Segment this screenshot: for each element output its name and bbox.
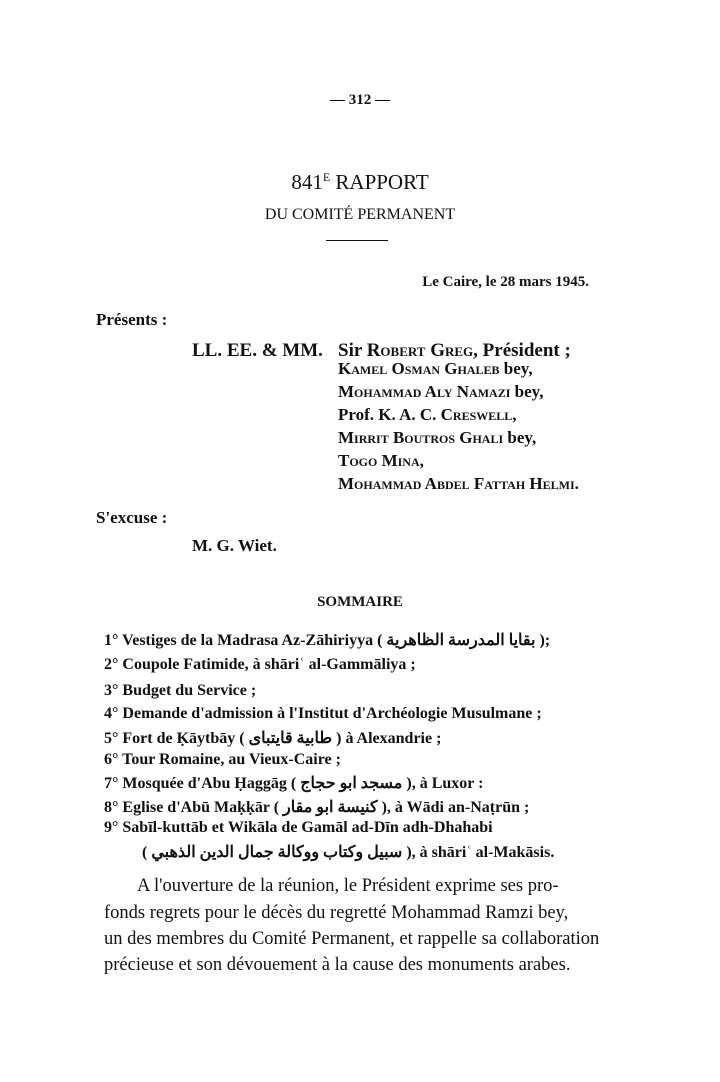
item-text: Mosquée d'Abu Ḥaggāg [122, 775, 287, 792]
item-arabic: ( مسجد ابو حجاج ) [290, 775, 412, 792]
item-rest: , à shāriʿ al-Makāsis. [411, 844, 555, 861]
item-number: 9° [104, 819, 119, 836]
item-text: Vestiges de la Madrasa Az-Zāhiriyya [122, 632, 374, 649]
member-line [338, 474, 579, 494]
item-rest: , à Luxor : [411, 775, 484, 792]
member-name: Mohammad Abdel Fattah Helmi [338, 474, 575, 493]
member-line [338, 451, 424, 471]
member-prefix: Sir [338, 340, 367, 361]
report-number-sup: E [322, 170, 331, 184]
member-name: Mirrit Boutros Ghali [338, 428, 504, 447]
item-text: Demande d'admission à l'Institut d'Archéologie Musulmane ; [122, 705, 542, 722]
item-rest: , à Wādi an-Naṭrūn ; [386, 799, 530, 816]
presents-prefix: LL. EE. & MM. [192, 340, 323, 361]
sommaire-item [104, 682, 256, 700]
member-name: Creswell [440, 405, 513, 424]
heading-divider [326, 240, 388, 241]
item-text: Eglise d'Abū Maḳḳār [122, 799, 270, 816]
sommaire-title: SOMMAIRE [317, 594, 403, 610]
paragraph-line: précieuse et son dévouement à la cause des monuments arabes. [104, 955, 571, 975]
member-name: Kamel Osman Ghaleb [338, 359, 500, 378]
report-subtitle: DU COMITÉ PERMANENT [264, 206, 456, 223]
page-number: — 312 — [330, 92, 390, 108]
member-name: Mohammad Aly Namazi [338, 382, 511, 401]
item-number: 1° [104, 632, 119, 649]
item-arabic: ( طابية قايتباى ) [239, 730, 342, 747]
sommaire-item [104, 751, 341, 769]
item-arabic: ( كنيسة ابو مقار ) [273, 799, 387, 816]
report-title-word: RAPPORT [335, 170, 429, 194]
member-suffix: , [419, 451, 424, 470]
member-line [338, 359, 533, 379]
item-text: Tour Romaine, au Vieux-Caire ; [122, 751, 341, 768]
sommaire-item [104, 630, 550, 650]
member-suffix: bey, [510, 382, 544, 401]
paragraph-line: A l'ouverture de la réunion, le Président exprime ses pro- [137, 876, 559, 896]
sommaire-item [104, 656, 416, 674]
sommaire-item [104, 797, 529, 817]
item-text: Budget du Service ; [122, 682, 257, 699]
sommaire-item-continuation [142, 842, 554, 862]
item-number: 6° [104, 751, 119, 768]
excuse-label: S'excuse : [96, 508, 168, 527]
item-text: Sabīl-kuttāb et Wikāla de Gamāl ad-Dīn adh-Dhahabi [122, 819, 493, 836]
report-title [0, 170, 720, 195]
item-number: 5° [104, 730, 119, 747]
item-number: 2° [104, 656, 119, 673]
excuse-name: M. G. Wiet. [192, 536, 277, 555]
paragraph-line: fonds regrets pour le décès du regretté Mohammad Ramzi bey, [104, 903, 569, 923]
member-name: Togo Mina [338, 451, 420, 470]
member-suffix: bey, [503, 428, 537, 447]
item-number: 4° [104, 705, 119, 722]
sommaire-item [104, 705, 542, 723]
sommaire-item [104, 773, 483, 793]
paragraph-line: un des membres du Comité Permanent, et rappelle sa collaboration [104, 929, 600, 949]
item-number: 3° [104, 682, 119, 699]
member-name: Robert Greg [366, 340, 474, 361]
report-number: 841 [291, 170, 323, 194]
item-arabic: ( سبيل وكتاب ووكالة جمال الدين الذهبي ) [142, 844, 412, 861]
item-number: 7° [104, 775, 119, 792]
item-rest: à Alexandrie ; [345, 730, 442, 747]
item-text: Fort de Ḳāytbāy [122, 730, 236, 747]
member-suffix: . [574, 474, 579, 493]
presents-label: Présents : [96, 310, 168, 329]
item-text: Coupole Fatimide, à shāriʿ al-Gammāliya ; [122, 656, 416, 673]
member-line [338, 382, 543, 402]
member-suffix: bey, [499, 359, 533, 378]
sommaire-item [104, 819, 493, 837]
sommaire-item [104, 728, 441, 748]
member-line [338, 428, 536, 448]
member-suffix: , [512, 405, 517, 424]
date-line: Le Caire, le 28 mars 1945. [422, 274, 589, 290]
member-suffix: , Président ; [473, 340, 571, 361]
item-arabic: ( بقايا المدرسة الظاهرية ); [377, 632, 551, 649]
member-line [338, 405, 517, 425]
member-prefix: Prof. K. A. C. [338, 405, 441, 424]
item-number: 8° [104, 799, 119, 816]
